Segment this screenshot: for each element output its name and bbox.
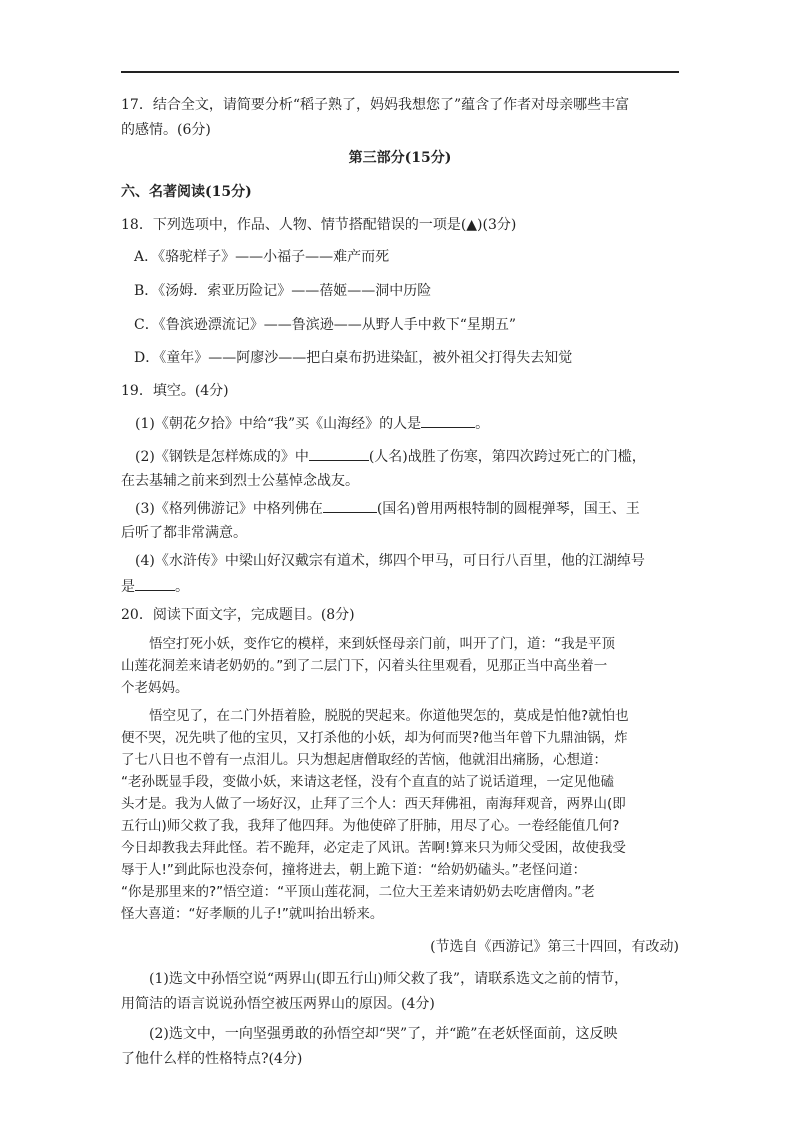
q20-sub1-line1: (1)选文中孙悟空说“两界山(即五行山)师父救了我”，请联系选文之前的情节， <box>149 971 629 987</box>
q19-item3-line2: 后听了都非常满意。 <box>121 525 247 541</box>
q19-blank2 <box>309 444 369 461</box>
q19-item3-pre: (3)《格列佛游记》中格列佛在 <box>135 501 323 517</box>
q19-item3-post: (国名)曾用两根特制的圆棍弹琴，国王、王 <box>376 501 640 517</box>
passage-line: “老孙既显手段，变做小妖，来请这老怪，没有个直直的站了说话道理，一定见他磕 <box>121 774 614 790</box>
passage-line: 山莲花洞差来请老奶奶的。”到了二层门下，闪着头往里观看，见那正当中高坐着一 <box>121 658 608 674</box>
q19-blank1 <box>421 411 475 428</box>
passage-line: 悟空打死小妖，变作它的模样，来到妖怪母亲门前，叫开了门，道：“我是平顶 <box>149 636 615 652</box>
q18-option-a: A．《骆驼样子》——小福子——难产而死 <box>134 249 390 265</box>
passage-line: 便不哭，况先哄了他的宝贝，又打杀他的小妖，却为何而哭?他当年曾下九鼎油锅，炸 <box>121 730 628 746</box>
q19-item2-pre: (2)《钢铁是怎样炼成的》中 <box>135 449 309 465</box>
q17-line1: 17．结合全文，请简要分析“稻子熟了，妈妈我想您了”蕴含了作者对母亲哪些丰富 <box>121 97 630 113</box>
q18-option-c: C．《鲁滨逊漂流记》——鲁滨逊——从野人手中救下“星期五” <box>134 317 517 333</box>
top-rule <box>121 71 679 73</box>
q19-item2 <box>121 444 679 470</box>
q18-stem: 18．下列选项中，作品、人物、情节搭配错误的一项是(▲)(3分) <box>121 217 517 233</box>
passage-line: 辱于人!”到此际也没奈何，撞将进去，朝上跪下道：“给奶奶磕头。”老怪问道： <box>121 862 587 878</box>
passage-line: 五行山)师父救了我，我拜了他四拜。为他使碎了肝肺，用尽了心。一卷经能值几何? <box>121 818 620 834</box>
passage-line: 今日却教我去拜此怪。若不跪拜，必定走了风讯。苦啊!算来只为师父受困，故使我受 <box>121 840 626 856</box>
q20-sub2-line2: 了他什么样的性格特点?(4分) <box>121 1051 303 1067</box>
passage-line: 悟空见了，在二门外捂着脸，脱脱的哭起来。你道他哭怎的，莫成是怕他?就怕也 <box>149 708 629 724</box>
q17-line2: 的感情。(6分) <box>121 122 211 138</box>
q20-source: (节选自《西游记》第三十四回，有改动) <box>430 939 679 955</box>
passage-line: 头才是。我为人做了一场好汉，止拜了三个人：西天拜佛祖，南海拜观音，两界山(即 <box>121 796 626 812</box>
q19-stem: 19．填空。(4分) <box>121 383 229 399</box>
q19-item4-post: 。 <box>175 579 189 595</box>
q18-option-b: B．《汤姆．索亚历险记》——蓓姬——洞中历险 <box>134 283 432 299</box>
q19-item1 <box>121 411 679 437</box>
q19-item4-pre: 是 <box>121 579 135 595</box>
q19-item4-line2 <box>121 574 679 600</box>
q18-option-d: D．《童年》——阿廖沙——把白桌布扔进染缸，被外祖父打得失去知觉 <box>134 350 573 366</box>
q20-stem: 20．阅读下面文字，完成题目。(8分) <box>121 607 355 623</box>
part3-title: 第三部分(15分) <box>348 150 452 166</box>
q19-item2-post: (人名)战胜了伤寒，第四次跨过死亡的门槛， <box>368 449 646 465</box>
section6-title: 六、名著阅读(15分) <box>121 184 252 200</box>
passage-line: 怪大喜道：“好孝顺的儿子!”就叫抬出轿来。 <box>121 906 384 922</box>
passage-line: 个老妈妈。 <box>121 680 189 696</box>
passage-line: 了七八日也不曾有一点泪儿。只为想起唐僧取经的苦恼，他就泪出痛肠，心想道： <box>121 752 607 768</box>
q19-item3 <box>121 496 679 522</box>
passage-line: “你是那里来的?”悟空道：“平顶山莲花洞，二位大王差来请奶奶去吃唐僧肉。”老 <box>121 884 595 900</box>
q19-item1-pre: (1)《朝花夕拾》中给“我”买《山海经》的人是 <box>135 416 422 432</box>
q19-blank3 <box>323 496 377 513</box>
q19-blank4 <box>135 574 175 591</box>
q20-sub2-line1: (2)选文中，一向坚强勇敢的孙悟空却“哭”了，并“跪”在老妖怪面前，这反映 <box>149 1026 618 1042</box>
q19-item2-line2: 在去基辅之前来到烈士公墓悼念战友。 <box>121 473 359 489</box>
q19-item1-post: 。 <box>475 416 490 432</box>
q20-sub1-line2: 用简洁的语言说说孙悟空被压两界山的原因。(4分) <box>121 996 435 1012</box>
q19-item4-line1: (4)《水浒传》中梁山好汉戴宗有道术，绑四个甲马，可日行八百里，他的江湖绰号 <box>135 553 645 569</box>
